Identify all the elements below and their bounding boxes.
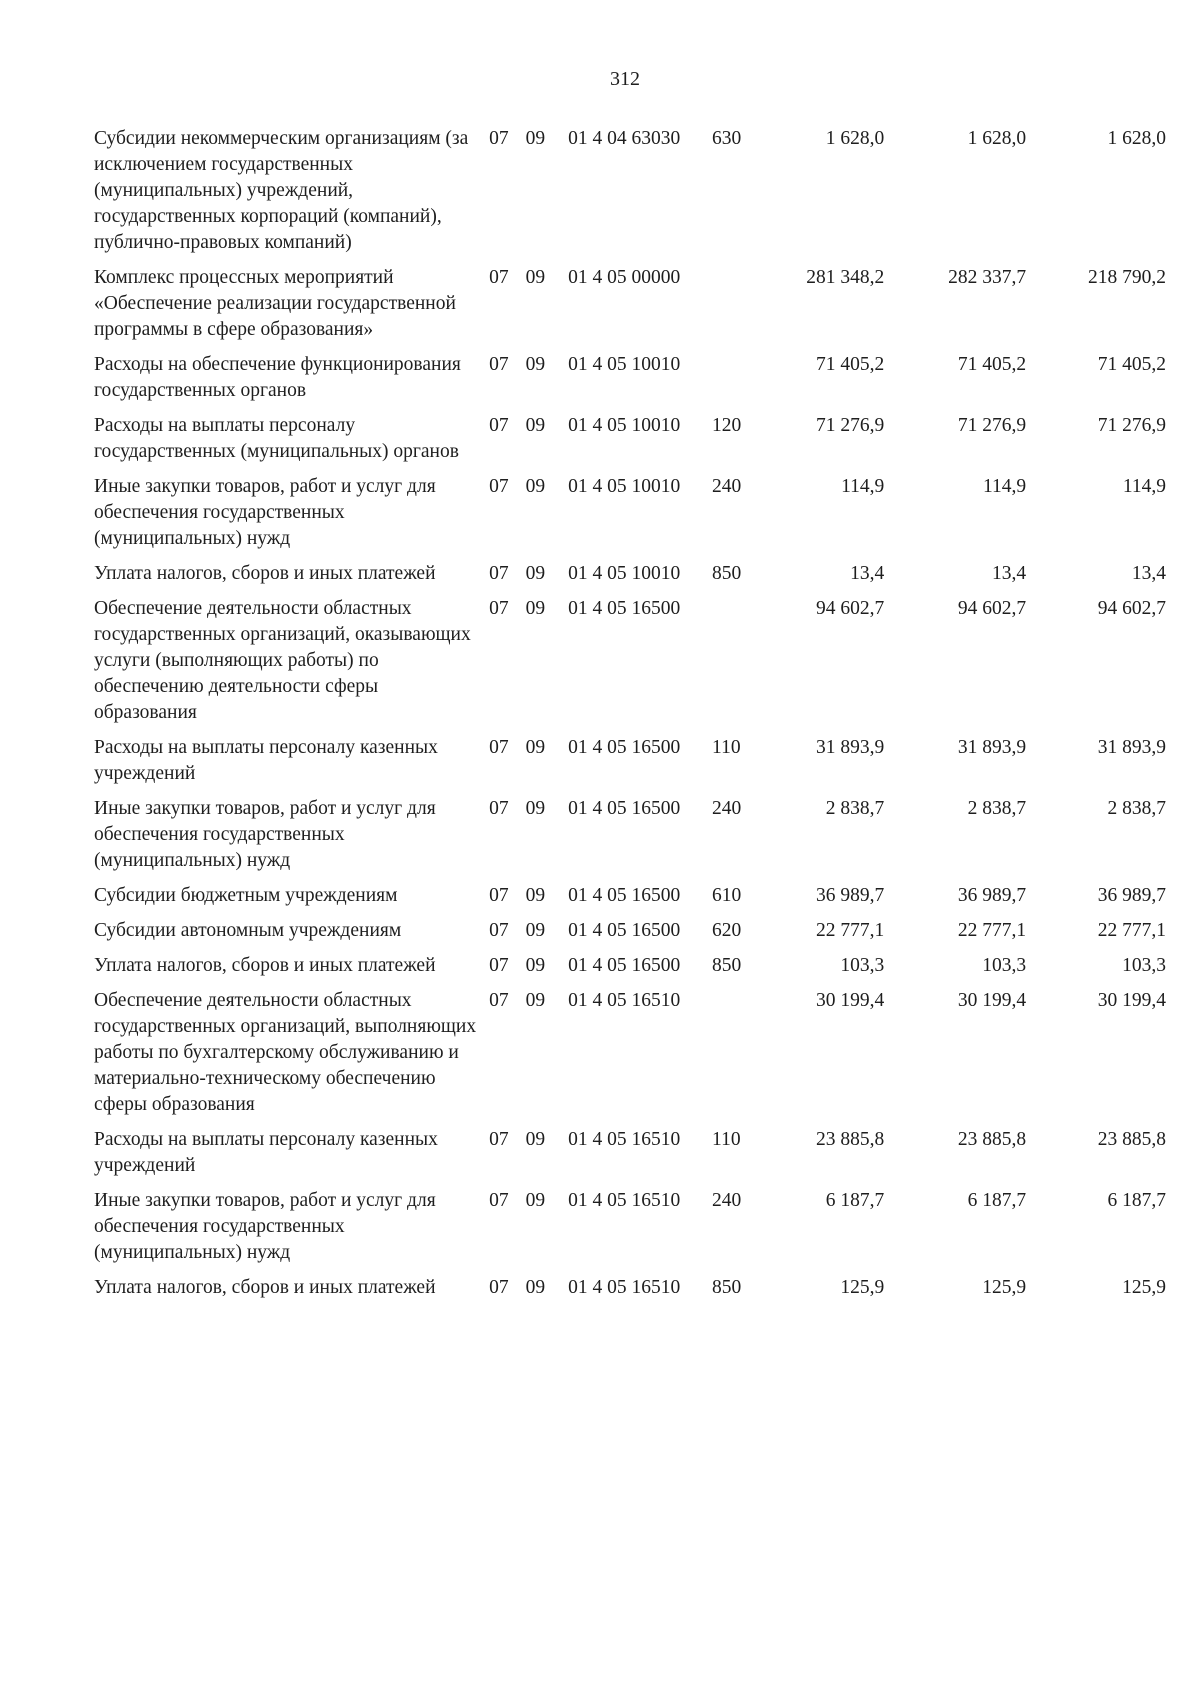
row-amount-1: 71 405,2: [816, 354, 885, 375]
row-section: 07: [489, 1129, 509, 1150]
row-amount-2: 71 405,2: [957, 354, 1027, 375]
row-target-article: 01 4 05 10010: [568, 563, 681, 584]
row-expense-type: [712, 265, 765, 352]
row-target-article: 01 4 05 16500: [568, 598, 681, 619]
row-amount-1: 281 348,2: [806, 267, 885, 288]
row-amount-1: 22 777,1: [816, 920, 885, 941]
row-name: Расходы на выплаты персоналу государственных (муниципальных) органов: [94, 415, 459, 462]
row-amount-3: 31 893,9: [1097, 737, 1166, 758]
row-subsection: 09: [525, 737, 546, 758]
row-target-article: 01 4 04 63030: [568, 128, 681, 149]
row-amount-2: 1 628,0: [967, 128, 1027, 149]
row-amount-2: 22 777,1: [957, 920, 1027, 941]
row-amount-3: 114,9: [1122, 476, 1166, 497]
row-expense-type: 630: [712, 128, 742, 149]
row-name: Обеспечение деятельности областных государственных организаций, выполняющих работы по бухгалтерскому обслуживанию и материально-техническому обеспечению сферы образования: [94, 990, 477, 1115]
row-amount-1: 71 276,9: [816, 415, 885, 436]
row-subsection: 09: [525, 920, 546, 941]
row-subsection: 09: [525, 955, 546, 976]
row-name: Расходы на выплаты персоналу казенных учреждений: [94, 1129, 438, 1176]
row-amount-2: 282 337,7: [948, 267, 1027, 288]
row-section: 07: [489, 128, 509, 149]
row-name: Расходы на выплаты персоналу казенных учреждений: [94, 737, 438, 784]
row-subsection: 09: [525, 990, 546, 1011]
table-row: [94, 596, 1166, 735]
row-subsection: 09: [525, 267, 546, 288]
row-target-article: 01 4 05 16510: [568, 1190, 681, 1211]
row-section: 07: [489, 1190, 509, 1211]
row-amount-1: 1 628,0: [825, 128, 885, 149]
row-target-article: 01 4 05 16510: [568, 990, 681, 1011]
row-amount-1: 13,4: [850, 563, 885, 584]
row-expense-type: 850: [712, 955, 742, 976]
row-amount-3: 218 790,2: [1088, 267, 1166, 288]
row-name: Уплата налогов, сборов и иных платежей: [94, 563, 436, 584]
row-amount-3: 71 405,2: [1097, 354, 1166, 375]
row-target-article: 01 4 05 10010: [568, 354, 681, 375]
row-target-article: 01 4 05 00000: [568, 267, 681, 288]
row-expense-type: 110: [712, 737, 741, 758]
row-amount-3: 22 777,1: [1097, 920, 1166, 941]
row-name: Субсидии некоммерческим организациям (за исключением государственных (муниципальных) учреждений, государственных корпораций (компаний), публично-правовых компаний): [94, 128, 469, 253]
row-name: Субсидии бюджетным учреждениям: [94, 885, 398, 906]
table-row: [94, 883, 1166, 918]
row-expense-type: 240: [712, 798, 742, 819]
row-section: 07: [489, 990, 509, 1011]
table-row: [94, 474, 1166, 561]
row-section: 07: [489, 476, 509, 497]
row-section: 07: [489, 415, 509, 436]
row-name: Иные закупки товаров, работ и услуг для обеспечения государственных (муниципальных) нужд: [94, 1190, 436, 1263]
row-expense-type: 240: [712, 476, 742, 497]
row-amount-1: 30 199,4: [816, 990, 885, 1011]
row-target-article: 01 4 05 16500: [568, 955, 681, 976]
row-subsection: 09: [525, 354, 546, 375]
row-subsection: 09: [525, 885, 546, 906]
row-section: 07: [489, 267, 509, 288]
row-amount-1: 125,9: [840, 1277, 885, 1298]
row-amount-2: 94 602,7: [957, 598, 1027, 619]
table-row: [94, 988, 1166, 1127]
row-subsection: 09: [525, 1129, 546, 1150]
row-amount-3: 94 602,7: [1097, 598, 1166, 619]
row-amount-2: 13,4: [992, 563, 1027, 584]
row-target-article: 01 4 05 16500: [568, 737, 681, 758]
row-section: 07: [489, 563, 509, 584]
row-amount-2: 114,9: [982, 476, 1027, 497]
row-expense-type: 610: [712, 885, 742, 906]
row-amount-3: 13,4: [1131, 563, 1166, 584]
row-subsection: 09: [525, 798, 546, 819]
row-expense-type: 240: [712, 1190, 742, 1211]
row-amount-3: 23 885,8: [1097, 1129, 1166, 1150]
row-target-article: 01 4 05 10010: [568, 415, 681, 436]
row-expense-type: 850: [712, 563, 742, 584]
row-expense-type: 620: [712, 920, 742, 941]
row-amount-3: 1 628,0: [1107, 128, 1166, 149]
row-subsection: 09: [525, 1190, 546, 1211]
row-section: 07: [489, 885, 509, 906]
row-subsection: 09: [525, 476, 546, 497]
table-row: [94, 1127, 1166, 1188]
row-target-article: 01 4 05 16500: [568, 920, 681, 941]
row-amount-1: 103,3: [840, 955, 885, 976]
row-amount-1: 94 602,7: [816, 598, 885, 619]
table-row: [94, 561, 1166, 596]
row-amount-3: 103,3: [1122, 955, 1166, 976]
table-row: [94, 352, 1166, 413]
row-expense-type: 110: [712, 1129, 741, 1150]
row-amount-1: 2 838,7: [825, 798, 885, 819]
table-row: [94, 413, 1166, 474]
row-amount-1: 31 893,9: [816, 737, 885, 758]
row-amount-1: 114,9: [841, 476, 885, 497]
row-amount-1: 6 187,7: [825, 1190, 885, 1211]
row-section: 07: [489, 920, 509, 941]
row-expense-type: 850: [712, 1277, 742, 1298]
row-name: Комплекс процессных мероприятий «Обеспечение реализации государственной программы в сфере образования»: [94, 267, 456, 340]
row-subsection: 09: [525, 1277, 546, 1298]
page-number: 312: [610, 68, 640, 90]
table-row: [94, 796, 1166, 883]
table-row: [94, 918, 1166, 953]
table-row: [94, 265, 1166, 352]
row-section: 07: [489, 798, 509, 819]
row-section: 07: [489, 737, 509, 758]
row-name: Расходы на обеспечение функционирования государственных органов: [94, 354, 461, 401]
row-name: Уплата налогов, сборов и иных платежей: [94, 955, 436, 976]
row-name: Субсидии автономным учреждениям: [94, 920, 402, 941]
row-name: Иные закупки товаров, работ и услуг для обеспечения государственных (муниципальных) нужд: [94, 476, 436, 549]
row-amount-3: 6 187,7: [1107, 1190, 1166, 1211]
row-section: 07: [489, 598, 509, 619]
row-name: Иные закупки товаров, работ и услуг для обеспечения государственных (муниципальных) нужд: [94, 798, 436, 871]
row-target-article: 01 4 05 16510: [568, 1129, 681, 1150]
row-amount-2: 2 838,7: [967, 798, 1027, 819]
row-amount-2: 103,3: [982, 955, 1027, 976]
row-amount-2: 71 276,9: [957, 415, 1027, 436]
row-amount-1: 36 989,7: [816, 885, 885, 906]
row-subsection: 09: [525, 415, 546, 436]
row-section: 07: [489, 955, 509, 976]
row-amount-2: 31 893,9: [957, 737, 1027, 758]
row-name: Уплата налогов, сборов и иных платежей: [94, 1277, 436, 1298]
budget-table: [94, 126, 1166, 1310]
row-amount-3: 2 838,7: [1107, 798, 1166, 819]
row-amount-2: 23 885,8: [957, 1129, 1027, 1150]
row-section: 07: [489, 354, 509, 375]
row-amount-3: 36 989,7: [1097, 885, 1166, 906]
row-target-article: 01 4 05 16500: [568, 885, 681, 906]
budget-table-body: [94, 126, 1166, 1310]
row-target-article: 01 4 05 10010: [568, 476, 681, 497]
row-amount-3: 125,9: [1122, 1277, 1166, 1298]
row-section: 07: [489, 1277, 509, 1298]
row-expense-type: [712, 988, 765, 1127]
row-target-article: 01 4 05 16510: [568, 1277, 681, 1298]
table-row: [94, 735, 1166, 796]
table-row: [94, 1275, 1166, 1310]
row-amount-2: 6 187,7: [967, 1190, 1027, 1211]
row-expense-type: [712, 596, 765, 735]
row-amount-2: 36 989,7: [957, 885, 1027, 906]
row-amount-3: 71 276,9: [1097, 415, 1166, 436]
table-row: [94, 953, 1166, 988]
row-expense-type: 120: [712, 415, 742, 436]
row-subsection: 09: [525, 598, 546, 619]
row-subsection: 09: [525, 563, 546, 584]
row-subsection: 09: [525, 128, 546, 149]
row-expense-type: [712, 352, 765, 413]
table-row: [94, 1188, 1166, 1275]
row-amount-1: 23 885,8: [816, 1129, 885, 1150]
row-amount-2: 30 199,4: [957, 990, 1027, 1011]
row-amount-3: 30 199,4: [1097, 990, 1166, 1011]
row-amount-2: 125,9: [982, 1277, 1027, 1298]
row-target-article: 01 4 05 16500: [568, 798, 681, 819]
row-name: Обеспечение деятельности областных государственных организаций, оказывающих услуги (выполняющих работы) по обеспечению деятельности сферы образования: [94, 598, 471, 723]
table-row: [94, 126, 1166, 265]
